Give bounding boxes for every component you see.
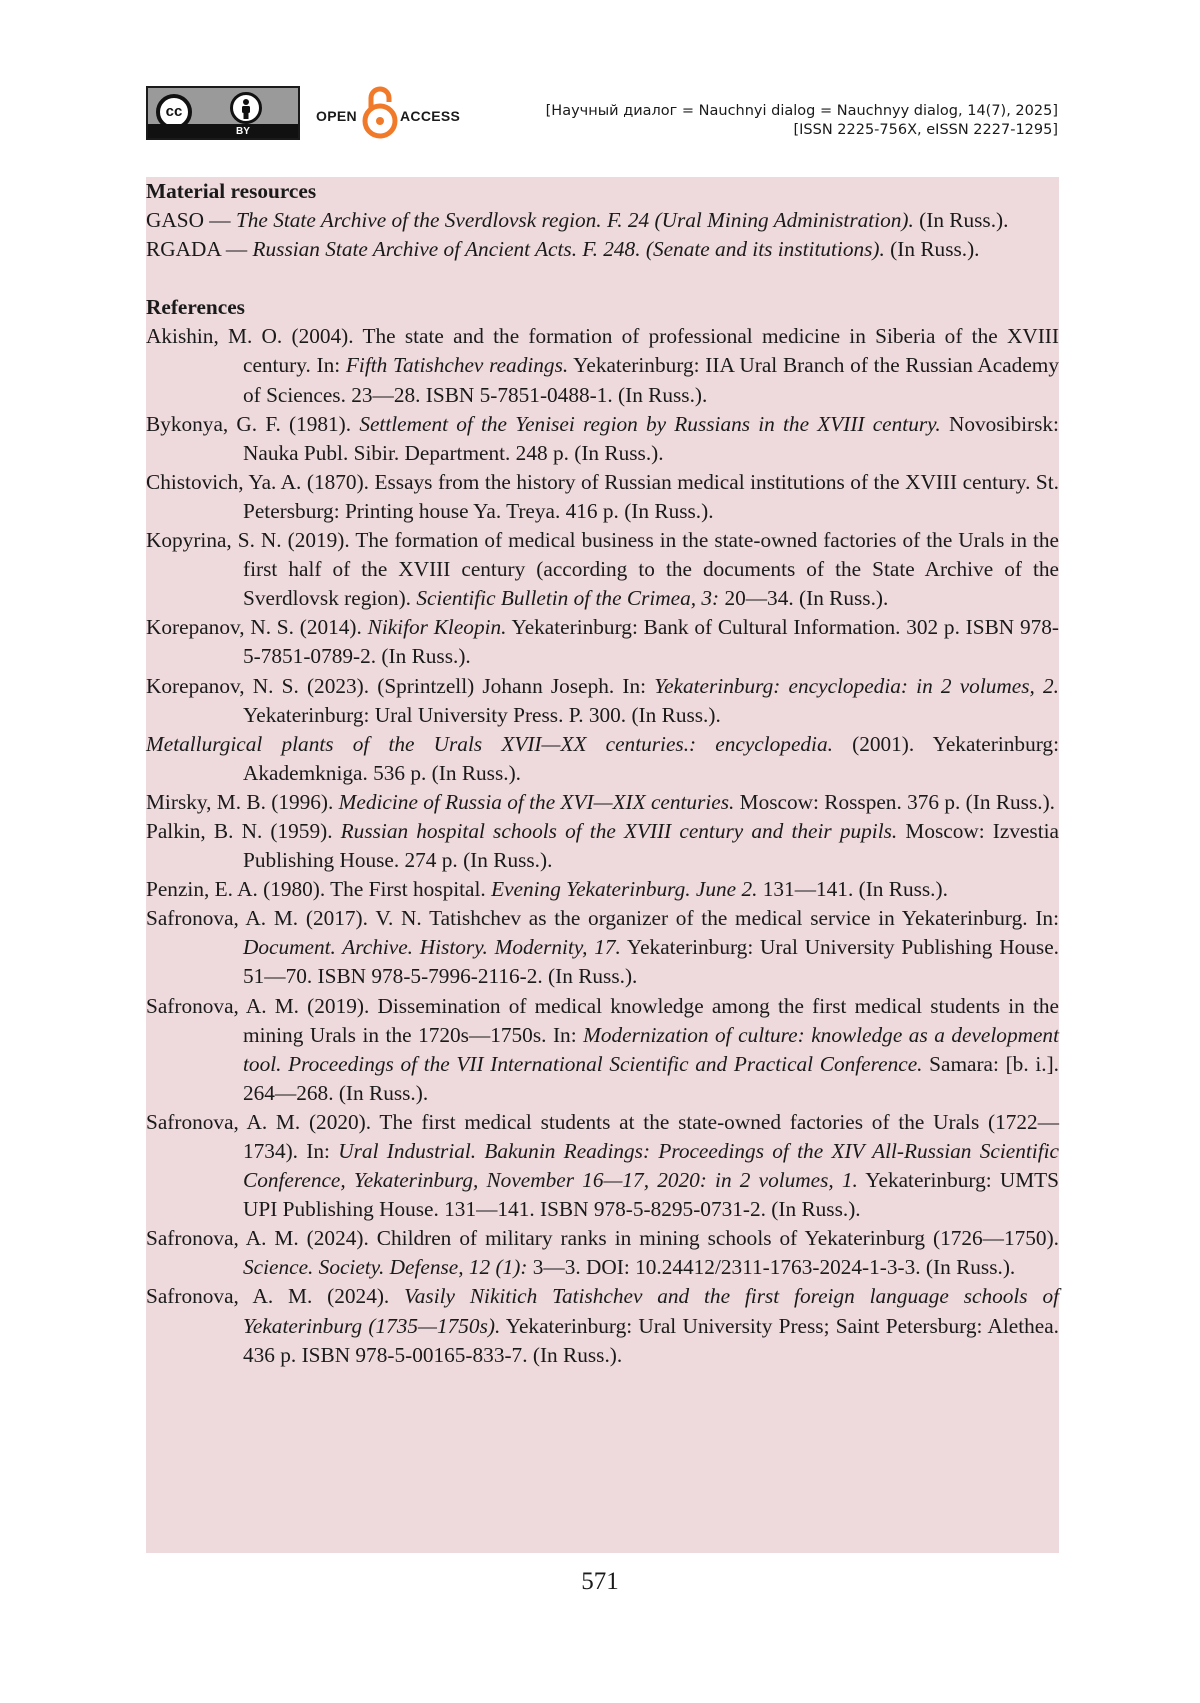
reference-entry-italic: Nikifor Kleopin.	[367, 615, 507, 640]
material-entry-italic: Russian State Archive of Ancient Acts. F. 248. (Senate and its institutions).	[252, 237, 885, 262]
open-access-open-text: OPEN	[316, 108, 357, 124]
reference-entry-tail: Moscow: Izvestia Publishing House. 274 p. (In Russ.).	[243, 818, 1060, 873]
reference-entry	[146, 1224, 1059, 1282]
reference-entry	[146, 468, 1059, 526]
reference-entry	[146, 875, 1059, 904]
reference-entry-text: Safronova, A. M. (2024). Children of military ranks in mining schools of Yekaterinburg (1726—1750).	[146, 1226, 1059, 1251]
cc-icon: cc	[156, 94, 192, 130]
reference-entry	[146, 1108, 1059, 1224]
open-lock-icon	[362, 86, 398, 140]
reference-entry-text: Korepanov, N. S. (2023). (Sprintzell) Johann Joseph. In:	[146, 673, 655, 698]
reference-entry-text: Safronova, A. M. (2020). The first medical students at the state-owned factories of the Urals (1722—1734). In:	[146, 1109, 1059, 1163]
section-gap	[146, 264, 1059, 293]
material-entry-text: GASO —	[146, 208, 236, 233]
journal-issn-line: [ISSN 2225-756X, eISSN 2227-1295]	[793, 122, 1058, 138]
reference-entry-italic: Russian hospital schools of the XVIII century and their pupils.	[340, 818, 898, 843]
reference-entry	[146, 904, 1059, 991]
reference-entry-tail: Yekaterinburg: Ural University Press; Saint Petersburg: Alethea. 436 p. ISBN 978-5-00165-833-7. (In Russ.).	[243, 1313, 1059, 1367]
by-label: BY	[236, 126, 250, 137]
material-entry-tail: (In Russ.).	[913, 208, 1009, 233]
reference-entry-italic: Metallurgical plants of the Urals XVII—XX centuries.: encyclopedia.	[146, 731, 833, 756]
reference-entry	[146, 1282, 1059, 1369]
reference-entry-italic: Scientific Bulletin of the Crimea, 3:	[416, 586, 720, 611]
reference-entry-text: Kopyrina, S. N. (2019). The formation of medical business in the state-owned factories of the Urals in the first half of the XVIII century (according to the documents of the State Archive of the Sverdlovsk region).	[146, 528, 1059, 611]
reference-entry-italic: Science. Society. Defense, 12 (1):	[243, 1255, 528, 1280]
reference-entry-italic: Fifth Tatishchev readings.	[345, 353, 569, 378]
open-access-logo	[316, 86, 466, 140]
references-list	[146, 322, 1059, 1369]
reference-entry-tail: Samara: [b. i.]. 264—268. (In Russ.).	[243, 1051, 1059, 1105]
reference-entry	[146, 992, 1059, 1108]
reference-entry-tail: Yekaterinburg: Bank of Cultural Information. 302 p. ISBN 978-5-7851-0789-2. (In Russ.).	[243, 615, 1059, 669]
reference-entry	[146, 526, 1059, 613]
journal-citation	[546, 102, 1058, 140]
reference-entry-tail: 20—34. (In Russ.).	[719, 586, 889, 611]
material-resources-title: Material resources	[146, 179, 317, 203]
reference-entry-italic: Document. Archive. History. Modernity, 17.	[243, 935, 621, 960]
reference-entry	[146, 672, 1059, 730]
reference-entry-tail: Novosibirsk: Nauka Publ. Sibir. Department. 248 p. (In Russ.).	[243, 411, 1059, 465]
cc-by-license-badge[interactable]	[146, 86, 300, 140]
reference-entry-tail: Yekaterinburg: Ural University Publishing House. 51—70. ISBN 978-5-7996-2116-2. (In Russ.).	[243, 935, 1059, 989]
reference-entry-text: Mirsky, M. B. (1996).	[146, 789, 339, 814]
material-entry	[146, 235, 1059, 264]
reference-entry-italic: Ural Industrial. Bakunin Readings: Proceedings of the XIV All-Russian Scientific Conference, Yekaterinburg, November 16—17, 2020: in 2 volumes, 1.	[243, 1139, 1059, 1193]
reference-entry-tail: Yekaterinburg: Ural University Press. P. 300. (In Russ.).	[243, 702, 721, 727]
attribution-icon	[230, 92, 262, 124]
open-access-access-text: ACCESS	[400, 108, 461, 124]
material-entry	[146, 206, 1059, 235]
reference-entry-tail: 131—141. (In Russ.).	[757, 877, 948, 902]
material-resources-list	[146, 206, 1059, 264]
page-number: 571	[581, 1568, 619, 1595]
reference-entry	[146, 817, 1059, 875]
reference-entry-tail: 3—3. DOI: 10.24412/2311-1763-2024-1-3-3. (In Russ.).	[527, 1255, 1016, 1280]
reference-entry	[146, 613, 1059, 671]
reference-entry-italic: Settlement of the Yenisei region by Russians in the XVIII century.	[359, 411, 941, 436]
references-section	[146, 177, 1059, 1553]
reference-entry-text: Safronova, A. M. (2017). V. N. Tatishchev as the organizer of the medical service in Yekaterinburg. In:	[146, 906, 1059, 931]
reference-entry-tail: Yekaterinburg: UMTS UPI Publishing House. 131—141. ISBN 978-5-8295-0731-2. (In Russ.).	[243, 1168, 1059, 1222]
reference-entry-text: Penzin, E. A. (1980). The First hospital.	[146, 877, 492, 902]
reference-entry	[146, 322, 1059, 409]
reference-entry	[146, 410, 1059, 468]
reference-entry-italic: Evening Yekaterinburg. June 2.	[491, 877, 758, 902]
reference-entry	[146, 730, 1059, 788]
references-title: References	[146, 295, 245, 320]
material-entry-italic: The State Archive of the Sverdlovsk region. F. 24 (Ural Mining Administration).	[235, 208, 914, 233]
reference-entry-text: Safronova, A. M. (2024).	[146, 1284, 405, 1309]
reference-entry	[146, 788, 1059, 817]
reference-entry-text: Safronova, A. M. (2019). Dissemination of medical knowledge among the first medical students in the mining Urals in the 1720s—1750s. In:	[146, 993, 1059, 1047]
reference-entry-text: Korepanov, N. S. (2014).	[146, 615, 368, 640]
journal-title-line: [Научный диалог = Nauchnyi dialog = Nauchnyy dialog, 14(7), 2025]	[545, 103, 1058, 119]
reference-entry-text: Palkin, B. N. (1959).	[146, 818, 341, 843]
by-strip	[148, 124, 298, 138]
reference-entry-text: Bykonya, G. F. (1981).	[146, 411, 360, 436]
material-entry-tail: (In Russ.).	[884, 237, 980, 262]
reference-entry-tail: (2001). Yekaterinburg: Akademkniga. 536 p. (In Russ.).	[243, 731, 1059, 785]
page-header	[146, 86, 1058, 142]
reference-entry-italic: Vasily Nikitich Tatishchev and the first foreign language schools of Yekaterinburg (1735—1750s).	[243, 1284, 1060, 1338]
reference-entry-italic: Modernization of culture: knowledge as a development tool. Proceedings of the VII International Scientific and Practical Conference.	[243, 1022, 1059, 1076]
reference-entry-text: Chistovich, Ya. A. (1870). Essays from the history of Russian medical institutions of the XVIII century. St. Petersburg: Printing house Ya. Treya. 416 p. (In Russ.).	[146, 469, 1059, 523]
reference-entry-text: Akishin, M. O. (2004). The state and the formation of professional medicine in Siberia of the XVIII century. In:	[146, 324, 1059, 378]
reference-entry-tail: Yekaterinburg: IIA Ural Branch of the Russian Academy of Sciences. 23—28. ISBN 5-7851-0488-1. (In Russ.).	[243, 353, 1059, 407]
reference-entry-tail: Moscow: Rosspen. 376 p. (In Russ.).	[734, 789, 1055, 814]
reference-entry-italic: Yekaterinburg: encyclopedia: in 2 volumes, 2.	[654, 673, 1059, 698]
reference-entry-italic: Medicine of Russia of the XVI—XIX centuries.	[338, 789, 735, 814]
material-entry-text: RGADA —	[146, 237, 253, 262]
